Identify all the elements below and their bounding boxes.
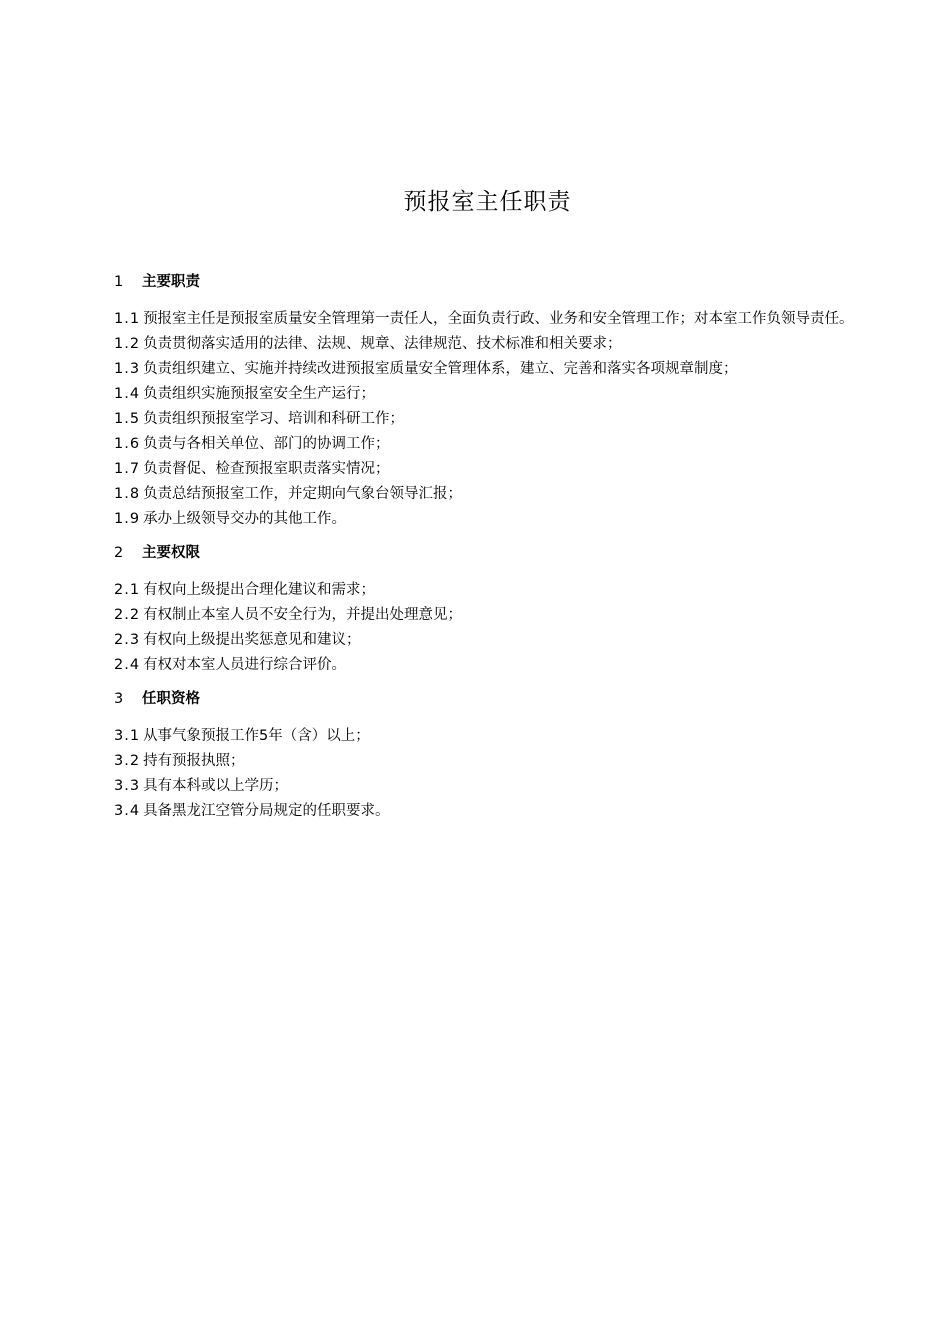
item-text: 负责组织建立、实施并持续改进预报室质量安全管理体系，建立、完善和落实各项规章制度； — [143, 361, 738, 377]
item-text: 有权向上级提出合理化建议和需求； — [143, 582, 376, 598]
list-item — [114, 432, 864, 457]
list-item — [114, 507, 864, 532]
list-item — [114, 653, 864, 678]
item-text: 负责贯彻落实适用的法律、法规、规章、法律规范、技术标准和相关要求； — [143, 336, 622, 352]
document-body — [114, 270, 864, 833]
section-title: 任职资格 — [142, 691, 200, 707]
section-heading — [114, 270, 864, 295]
item-number: 3.2 — [114, 753, 141, 769]
authority-list — [114, 578, 864, 678]
list-item — [114, 382, 864, 407]
section-main-authority — [114, 541, 864, 678]
list-item — [114, 482, 864, 507]
item-number: 1.7 — [114, 461, 141, 477]
document-title: 预报室主任职责 — [403, 189, 572, 215]
list-item — [114, 724, 864, 749]
item-number: 1.5 — [114, 411, 141, 427]
duty-list — [114, 307, 864, 532]
item-number: 1.4 — [114, 386, 141, 402]
item-number: 1.9 — [114, 511, 141, 527]
list-item — [114, 407, 864, 432]
item-text: 有权向上级提出奖惩意见和建议； — [143, 632, 361, 648]
list-item — [114, 307, 864, 332]
item-number: 2.1 — [114, 582, 141, 598]
list-item — [114, 774, 864, 799]
item-number: 1.8 — [114, 486, 141, 502]
item-text: 负责与各相关单位、部门的协调工作； — [143, 436, 390, 452]
item-number: 2.3 — [114, 632, 141, 648]
item-text: 有权对本室人员进行综合评价。 — [143, 657, 347, 673]
section-heading — [114, 541, 864, 566]
list-item — [114, 457, 864, 482]
item-number: 1.6 — [114, 436, 141, 452]
section-number: 3 — [114, 691, 124, 707]
item-text: 负责总结预报室工作，并定期向气象台领导汇报； — [143, 486, 463, 502]
list-item — [114, 799, 864, 824]
item-number: 1.1 — [114, 311, 141, 327]
item-number: 2.2 — [114, 607, 141, 623]
item-text: 从事气象预报工作5年（含）以上； — [143, 728, 370, 744]
item-number: 3.1 — [114, 728, 141, 744]
section-number: 2 — [114, 545, 124, 561]
item-text: 预报室主任是预报室质量安全管理第一责任人，全面负责行政、业务和安全管理工作；对本室工作负领导责任。 — [143, 311, 854, 327]
item-text: 负责督促、检查预报室职责落实情况； — [143, 461, 390, 477]
list-item — [114, 628, 864, 653]
item-number: 2.4 — [114, 657, 141, 673]
item-text: 具有本科或以上学历； — [143, 778, 289, 794]
item-number: 3.4 — [114, 803, 141, 819]
section-number: 1 — [114, 274, 124, 290]
section-main-duties — [114, 270, 864, 532]
item-text: 负责组织实施预报室安全生产运行； — [143, 386, 376, 402]
list-item — [114, 749, 864, 774]
list-item — [114, 357, 864, 382]
section-title: 主要权限 — [142, 545, 200, 561]
item-number: 1.2 — [114, 336, 141, 352]
item-text: 具备黑龙江空管分局规定的任职要求。 — [143, 803, 390, 819]
item-number: 3.3 — [114, 778, 141, 794]
list-item — [114, 603, 864, 628]
qualification-list — [114, 724, 864, 824]
section-title: 主要职责 — [142, 274, 200, 290]
list-item — [114, 578, 864, 603]
item-text: 承办上级领导交办的其他工作。 — [143, 511, 347, 527]
item-number: 1.3 — [114, 361, 141, 377]
section-heading — [114, 687, 864, 712]
section-qualifications — [114, 687, 864, 824]
item-text: 持有预报执照； — [143, 753, 245, 769]
list-item — [114, 332, 864, 357]
item-text: 有权制止本室人员不安全行为，并提出处理意见； — [143, 607, 463, 623]
item-text: 负责组织预报室学习、培训和科研工作； — [143, 411, 405, 427]
